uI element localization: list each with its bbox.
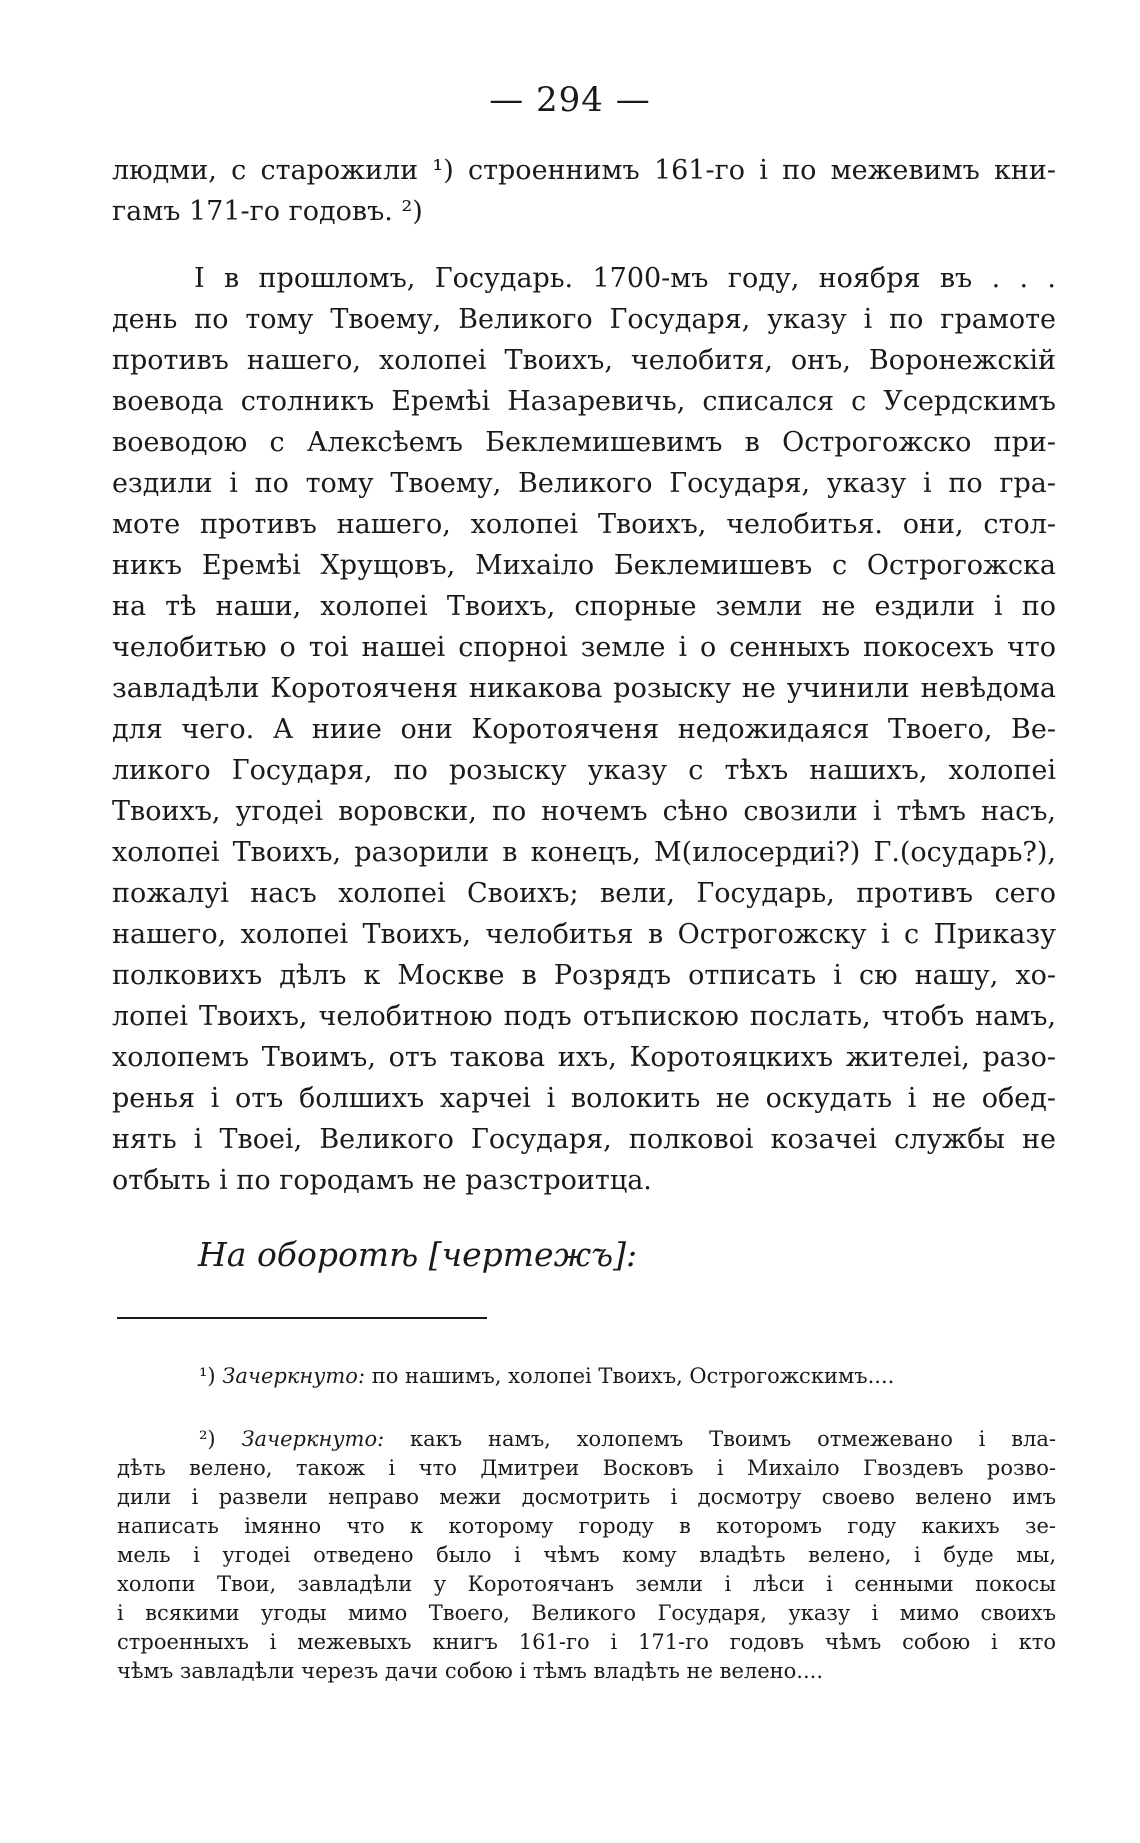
text-line: нашего, холопеі Твоихъ, челобитья в Острогожску і с Приказу <box>112 919 1056 950</box>
footnote-line: строенныхъ і межевыхъ книгъ 161-го і 171-го годовъ чѣмъ собою і кто <box>117 1630 1056 1654</box>
footnote-1 <box>117 1362 1056 1391</box>
text-line: І в прошломъ, Государь. 1700-мъ году, ноября въ . . . <box>194 263 1056 294</box>
footnote-marker: ¹) <box>199 1364 223 1388</box>
text-line: холопемъ Твоимъ, отъ такова ихъ, Коротояцкихъ жителеі, разо- <box>112 1042 1056 1073</box>
section-heading: На оборотѣ [чертежъ]: <box>198 1235 638 1274</box>
text-line: ездили і по тому Твоему, Великого Государя, указу і по гра- <box>112 468 1056 499</box>
text-line: холопеі Твоихъ, разорили в конецъ, М(илосердиі?) Г.(осударь?), <box>112 837 1056 868</box>
footnote-marker: ²) <box>199 1427 242 1451</box>
footnote-text: какъ намъ, холопемъ Твоимъ отмежевано і вла- <box>384 1427 1056 1451</box>
text-line: нять і Твоеі, Великого Государя, полковоі козачеі службы не <box>112 1124 1056 1155</box>
footnote-label: Зачеркнуто: <box>222 1364 366 1388</box>
footnote-label: Зачеркнуто: <box>241 1427 385 1451</box>
footnote-line: дили і развели неправо межи досмотрить і досмотру своево велено имъ <box>117 1485 1056 1509</box>
text-line: никъ Еремѣі Хрущовъ, Михаіло Беклемишевъ с Острогожска <box>112 550 1056 581</box>
text-line: противъ нашего, холопеі Твоихъ, челобитя, онъ, Воронежскій <box>112 345 1056 376</box>
text-line: ренья і отъ болшихъ харчеі і волокить не оскудать і не обед- <box>112 1083 1056 1114</box>
footnote-line: чѣмъ завладѣли черезъ дачи собою і тѣмъ владѣть не велено.... <box>117 1659 824 1683</box>
footnote-line: мель і угодеі отведено было і чѣмъ кому владѣть велено, і буде мы, <box>117 1543 1056 1567</box>
text-line: полковихъ дѣлъ к Москве в Розрядъ отписать і сю нашу, хо- <box>112 960 1056 991</box>
text-line: Твоихъ, угодеі воровски, по ночемъ сѣно свозили і тѣмъ насъ, <box>112 796 1056 827</box>
footnote-line: написать імянно что к которому городу в которомъ году какихъ зе- <box>117 1514 1056 1538</box>
text-line: гамъ 171-го годовъ. ²) <box>112 196 423 227</box>
text-line: моте противъ нашего, холопеі Твоихъ, челобитья. они, стол- <box>112 509 1056 540</box>
text-line: для чего. А ниие они Коротояченя недожидаяся Твоего, Ве- <box>112 714 1056 745</box>
text-line: людми, с старожили ¹) строеннимъ 161-го і по межевимъ кни- <box>112 155 1056 186</box>
footnote-line <box>117 1425 1056 1454</box>
footnote-separator <box>117 1317 487 1319</box>
text-line: лопеі Твоихъ, челобитною подъ отъпискою послать, чтобъ намъ, <box>112 1001 1056 1032</box>
page-number: — 294 — <box>489 80 651 120</box>
text-line: пожалуі насъ холопеі Своихъ; вели, Государь, противъ сего <box>112 878 1056 909</box>
footnote-line: і всякими угоды мимо Твоего, Великого Государя, указу і мимо своихъ <box>117 1601 1056 1625</box>
footnote-line: дѣть велено, також і что Дмитреи Восковъ і Михаіло Гвоздевъ розво- <box>117 1456 1056 1480</box>
text-line: воеводою с Алексѣемъ Беклемишевимъ в Острогожско при- <box>112 427 1056 458</box>
text-line: воевода столникъ Еремѣі Назаревичь, списался с Усердскимъ <box>112 386 1056 417</box>
paragraph-gap <box>112 232 1056 258</box>
footnote-line: холопи Твои, завладѣли у Коротоячанъ земли і лѣси і сенными покосы <box>117 1572 1056 1596</box>
footnote-2 <box>117 1425 1056 1686</box>
text-line: ликого Государя, по розыску указу с тѣхъ нашихъ, холопеі <box>112 755 1056 786</box>
text-line: завладѣли Коротояченя никакова розыску не учинили невѣдома <box>112 673 1056 704</box>
text-line: день по тому Твоему, Великого Государя, указу і по грамоте <box>112 304 1056 335</box>
footnote-text: по нашимъ, холопеі Твоихъ, Острогожскимъ.... <box>365 1364 895 1388</box>
body-text <box>112 150 1056 1201</box>
text-line: челобитью о тоі нашеі спорноі земле і о сенныхъ покосехъ что <box>112 632 1056 663</box>
text-line: отбыть і по городамъ не разстроитца. <box>112 1165 652 1196</box>
text-line: на тѣ наши, холопеі Твоихъ, спорные земли не ездили і по <box>112 591 1056 622</box>
footnote-line <box>117 1362 1056 1391</box>
